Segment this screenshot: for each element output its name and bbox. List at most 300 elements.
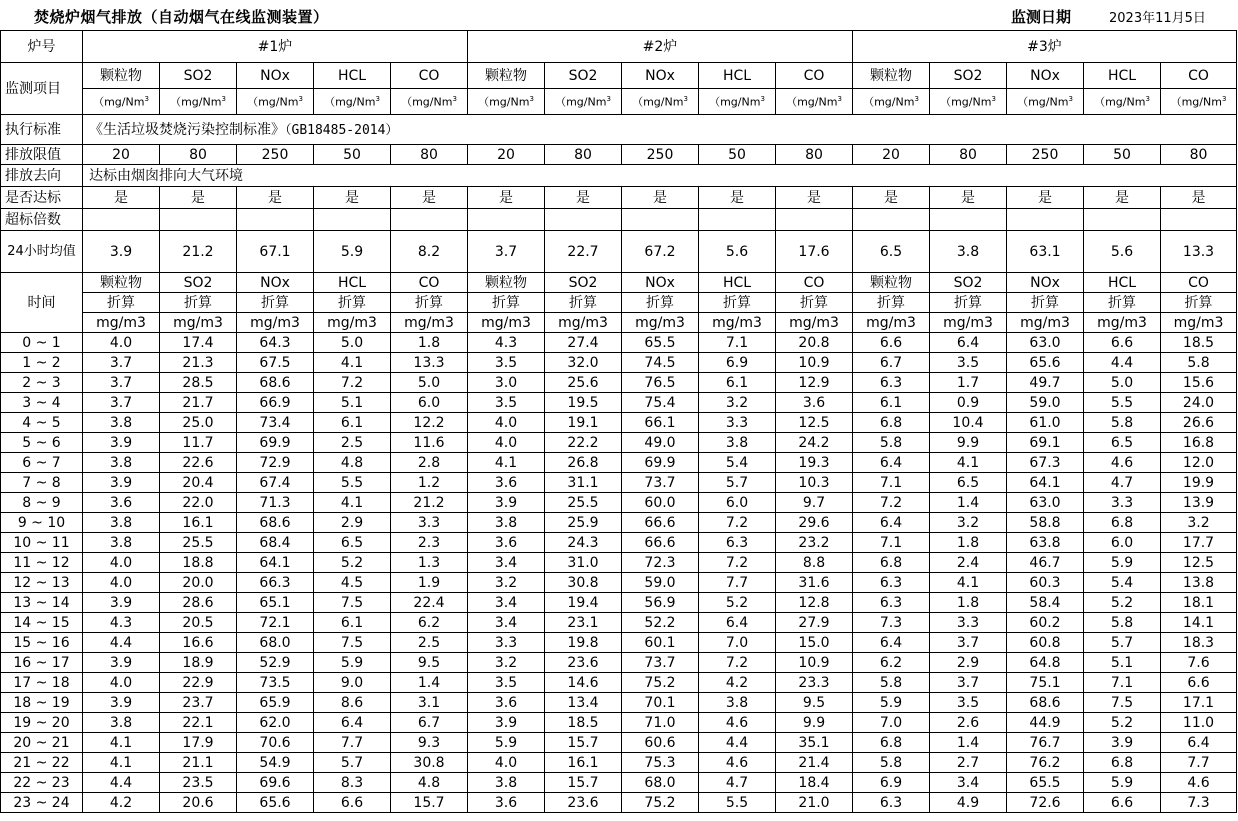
hour-value: 5.0 (391, 373, 468, 393)
destination-label: 排放去向 (1, 165, 83, 187)
hour-value: 60.8 (1007, 633, 1084, 653)
pollutant-header: 颗粒物 (83, 63, 160, 89)
hour-value: 71.3 (237, 493, 314, 513)
hour-value: 4.1 (314, 493, 391, 513)
hour-value: 10.9 (776, 653, 853, 673)
hour-value: 23.6 (545, 653, 622, 673)
hour-value: 4.8 (314, 453, 391, 473)
hour-label: 11 ~ 12 (1, 553, 83, 573)
hour-value: 20.5 (160, 613, 237, 633)
compliant-value: 是 (776, 187, 853, 209)
hour-value: 16.6 (160, 633, 237, 653)
hour-value: 3.8 (83, 513, 160, 533)
hour-value: 12.5 (776, 413, 853, 433)
pollutant-subheader: HCL (1084, 273, 1161, 293)
hour-label: 21 ~ 22 (1, 753, 83, 773)
exceed-value (1007, 209, 1084, 231)
hour-value: 27.9 (776, 613, 853, 633)
unit-text: （mg/Nm (632, 95, 684, 109)
hour-value: 72.1 (237, 613, 314, 633)
hour-value: 13.8 (1161, 573, 1237, 593)
exceed-value (1161, 209, 1237, 231)
hour-value: 6.6 (1084, 333, 1161, 353)
hour-value: 10.9 (776, 353, 853, 373)
exceed-value (853, 209, 930, 231)
hour-value: 63.0 (1007, 333, 1084, 353)
pollutant-header: SO2 (160, 63, 237, 89)
unit-text: （mg/Nm (478, 95, 530, 109)
hour-value: 4.9 (930, 793, 1007, 813)
hour-value: 4.6 (699, 713, 776, 733)
exceed-value (83, 209, 160, 231)
hour-value: 23.3 (776, 673, 853, 693)
hour-value: 26.8 (545, 453, 622, 473)
exceed-value (699, 209, 776, 231)
compliant-value: 是 (468, 187, 545, 209)
hour-row (1, 693, 1237, 713)
hour-value: 76.7 (1007, 733, 1084, 753)
hour-value: 3.6 (468, 473, 545, 493)
unit-superscript: 3 (914, 94, 919, 103)
hour-value: 16.8 (1161, 433, 1237, 453)
hour-value: 15.7 (545, 773, 622, 793)
hour-value: 12.5 (1161, 553, 1237, 573)
hour-value: 6.2 (853, 653, 930, 673)
hour-value: 21.0 (776, 793, 853, 813)
unit-superscript: 3 (298, 94, 303, 103)
unit-text: （mg/Nm (1017, 95, 1069, 109)
lower-units-row (1, 313, 1237, 333)
hour-value: 6.0 (1084, 533, 1161, 553)
hour-value: 4.0 (468, 433, 545, 453)
destination-text: 达标由烟囱排向大气环境 (83, 165, 1237, 187)
hour-row (1, 613, 1237, 633)
hour-value: 3.5 (930, 693, 1007, 713)
hour-value: 8.6 (314, 693, 391, 713)
limit-value: 20 (853, 145, 930, 165)
unit-text: （mg/Nm (247, 95, 299, 109)
hour-value: 24.2 (776, 433, 853, 453)
hour-value: 75.4 (622, 393, 699, 413)
hour-value: 6.6 (1084, 793, 1161, 813)
pollutant-subheader: 颗粒物 (468, 273, 545, 293)
hour-value: 44.9 (1007, 713, 1084, 733)
hour-value: 61.0 (1007, 413, 1084, 433)
hour-value: 14.6 (545, 673, 622, 693)
hour-value: 6.4 (314, 713, 391, 733)
hour-label: 5 ~ 6 (1, 433, 83, 453)
hour-value: 7.7 (1161, 753, 1237, 773)
hour-value: 6.0 (699, 493, 776, 513)
hour-value: 18.5 (545, 713, 622, 733)
hour-value: 7.0 (853, 713, 930, 733)
hour-value: 73.7 (622, 473, 699, 493)
hour-value: 18.8 (160, 553, 237, 573)
hour-value: 5.0 (314, 333, 391, 353)
hour-row (1, 573, 1237, 593)
hour-value: 9.9 (930, 433, 1007, 453)
hour-value: 6.7 (853, 353, 930, 373)
hour-value: 4.4 (699, 733, 776, 753)
hour-value: 66.3 (237, 573, 314, 593)
hour-value: 2.5 (314, 433, 391, 453)
hour-value: 3.9 (83, 433, 160, 453)
hour-value: 26.6 (1161, 413, 1237, 433)
hour-value: 25.5 (545, 493, 622, 513)
hour-value: 15.6 (1161, 373, 1237, 393)
hour-value: 7.2 (699, 653, 776, 673)
hour-value: 17.1 (1161, 693, 1237, 713)
hour-value: 3.9 (83, 693, 160, 713)
unit-text: （mg/Nm (863, 95, 915, 109)
hour-label: 22 ~ 23 (1, 773, 83, 793)
hour-value: 17.9 (160, 733, 237, 753)
hour-value: 0.9 (930, 393, 1007, 413)
date-value: 2023年11月5日 (1109, 11, 1206, 26)
hour-value: 5.7 (314, 753, 391, 773)
limit-value: 80 (776, 145, 853, 165)
hour-value: 67.4 (237, 473, 314, 493)
hour-label: 10 ~ 11 (1, 533, 83, 553)
hour-row (1, 753, 1237, 773)
hour-value: 5.7 (1084, 633, 1161, 653)
furnace-2-header: #2炉 (468, 31, 853, 63)
pollutant-subheader: HCL (699, 273, 776, 293)
hour-value: 19.4 (545, 593, 622, 613)
pollutant-header: 颗粒物 (853, 63, 930, 89)
hour-value: 4.3 (83, 613, 160, 633)
hour-label: 20 ~ 21 (1, 733, 83, 753)
exceed-label: 超标倍数 (1, 209, 83, 231)
hour-value: 23.7 (160, 693, 237, 713)
hour-value: 15.0 (776, 633, 853, 653)
converted-label: 折算 (1084, 293, 1161, 313)
hour-value: 3.9 (83, 473, 160, 493)
pollutant-subheader: HCL (314, 273, 391, 293)
standard-text (83, 115, 1237, 145)
hour-value: 3.4 (468, 593, 545, 613)
hour-value: 32.0 (545, 353, 622, 373)
unit-superscript: 3 (375, 94, 380, 103)
hour-value: 65.1 (237, 593, 314, 613)
hour-value: 20.0 (160, 573, 237, 593)
hour-value: 18.9 (160, 653, 237, 673)
unit-superscript: 3 (529, 94, 534, 103)
hour-value: 3.6 (83, 493, 160, 513)
hour-value: 73.5 (237, 673, 314, 693)
unit-superscript: 3 (221, 94, 226, 103)
hour-row (1, 773, 1237, 793)
hour-value: 5.9 (468, 733, 545, 753)
hour-value: 6.5 (314, 533, 391, 553)
hour-value: 4.0 (83, 553, 160, 573)
average-value: 6.5 (853, 231, 930, 273)
unit-text: （mg/Nm (555, 95, 607, 109)
unit-cell (853, 89, 930, 115)
hour-value: 67.3 (1007, 453, 1084, 473)
hour-value: 4.6 (699, 753, 776, 773)
compliant-value: 是 (930, 187, 1007, 209)
unit-cell (160, 89, 237, 115)
unit-text: （mg/Nm (786, 95, 838, 109)
hour-value: 3.8 (83, 713, 160, 733)
hour-value: 12.9 (776, 373, 853, 393)
hour-value: 6.6 (314, 793, 391, 813)
hour-value: 68.0 (237, 633, 314, 653)
unit-lower: mg/m3 (468, 313, 545, 333)
unit-superscript: 3 (144, 94, 149, 103)
unit-text: （mg/Nm (940, 95, 992, 109)
unit-superscript: 3 (837, 94, 842, 103)
hour-value: 2.3 (391, 533, 468, 553)
hour-value: 5.1 (1084, 653, 1161, 673)
hour-value: 66.6 (622, 513, 699, 533)
hour-value: 6.3 (853, 593, 930, 613)
pollutant-subheader: SO2 (160, 273, 237, 293)
pollutant-subheader: NOx (1007, 273, 1084, 293)
hour-value: 3.4 (468, 553, 545, 573)
hour-value: 60.6 (622, 733, 699, 753)
limit-value: 250 (622, 145, 699, 165)
exceed-value (545, 209, 622, 231)
hour-value: 76.5 (622, 373, 699, 393)
hour-value: 5.2 (314, 553, 391, 573)
hour-value: 3.8 (699, 693, 776, 713)
converted-label: 折算 (1007, 293, 1084, 313)
average-value: 21.2 (160, 231, 237, 273)
hour-value: 60.3 (1007, 573, 1084, 593)
hour-value: 2.4 (930, 553, 1007, 573)
hour-value: 6.1 (314, 613, 391, 633)
hour-row (1, 673, 1237, 693)
pollutant-header: NOx (622, 63, 699, 89)
unit-superscript: 3 (1145, 94, 1150, 103)
hour-value: 4.0 (83, 333, 160, 353)
hour-value: 70.6 (237, 733, 314, 753)
limit-value: 80 (545, 145, 622, 165)
unit-text: （mg/Nm (170, 95, 222, 109)
unit-text: （mg/Nm (324, 95, 376, 109)
hour-value: 58.4 (1007, 593, 1084, 613)
hour-value: 3.8 (83, 453, 160, 473)
hour-value: 4.1 (930, 453, 1007, 473)
hour-value: 5.8 (853, 673, 930, 693)
limit-value: 20 (83, 145, 160, 165)
unit-lower: mg/m3 (930, 313, 1007, 333)
converted-label: 折算 (237, 293, 314, 313)
unit-lower: mg/m3 (545, 313, 622, 333)
hour-value: 13.4 (545, 693, 622, 713)
unit-lower: mg/m3 (853, 313, 930, 333)
unit-cell (83, 89, 160, 115)
units-row (1, 89, 1237, 115)
average-value: 3.9 (83, 231, 160, 273)
hour-value: 3.5 (468, 393, 545, 413)
hour-value: 22.2 (545, 433, 622, 453)
hour-value: 1.2 (391, 473, 468, 493)
hour-value: 29.6 (776, 513, 853, 533)
limit-value: 50 (314, 145, 391, 165)
hour-value: 5.9 (1084, 773, 1161, 793)
average-value: 67.1 (237, 231, 314, 273)
hour-value: 1.4 (391, 673, 468, 693)
hour-value: 3.1 (391, 693, 468, 713)
destination-row (1, 165, 1237, 187)
average-value: 13.3 (1161, 231, 1237, 273)
hour-value: 52.9 (237, 653, 314, 673)
hour-value: 71.0 (622, 713, 699, 733)
hour-value: 21.1 (160, 753, 237, 773)
hour-value: 28.5 (160, 373, 237, 393)
hour-value: 5.2 (1084, 713, 1161, 733)
hour-row (1, 733, 1237, 753)
converted-label: 折算 (545, 293, 622, 313)
hour-value: 4.1 (930, 573, 1007, 593)
hour-value: 7.7 (699, 573, 776, 593)
hour-value: 24.3 (545, 533, 622, 553)
hour-value: 4.5 (314, 573, 391, 593)
hour-value: 69.9 (622, 453, 699, 473)
hour-value: 3.5 (468, 353, 545, 373)
hour-value: 3.6 (776, 393, 853, 413)
unit-text: （mg/Nm (401, 95, 453, 109)
hour-value: 7.0 (699, 633, 776, 653)
hour-value: 35.1 (776, 733, 853, 753)
unit-lower: mg/m3 (776, 313, 853, 333)
unit-lower: mg/m3 (1084, 313, 1161, 333)
standard-row (1, 115, 1237, 145)
pollutant-header: HCL (314, 63, 391, 89)
hour-value: 74.5 (622, 353, 699, 373)
standard-code: （GB18485-2014） (285, 122, 399, 138)
hour-value: 2.5 (391, 633, 468, 653)
limit-value: 80 (1161, 145, 1237, 165)
hour-value: 63.0 (1007, 493, 1084, 513)
hour-row (1, 333, 1237, 353)
pollutant-header: SO2 (930, 63, 1007, 89)
hour-value: 5.2 (1084, 593, 1161, 613)
hour-value: 63.8 (1007, 533, 1084, 553)
hour-label: 7 ~ 8 (1, 473, 83, 493)
hour-value: 60.0 (622, 493, 699, 513)
hour-value: 6.7 (391, 713, 468, 733)
hour-value: 4.4 (83, 773, 160, 793)
hour-value: 66.9 (237, 393, 314, 413)
hour-value: 18.3 (1161, 633, 1237, 653)
hour-value: 20.6 (160, 793, 237, 813)
hour-value: 3.3 (930, 613, 1007, 633)
pollutant-subheader: NOx (622, 273, 699, 293)
hour-value: 1.8 (930, 593, 1007, 613)
hour-value: 3.7 (930, 633, 1007, 653)
hour-value: 23.5 (160, 773, 237, 793)
converted-label: 折算 (391, 293, 468, 313)
hour-value: 6.4 (930, 333, 1007, 353)
hour-label: 6 ~ 7 (1, 453, 83, 473)
pollutant-header: CO (391, 63, 468, 89)
exceed-row (1, 209, 1237, 231)
hour-label: 9 ~ 10 (1, 513, 83, 533)
emission-table (0, 30, 1237, 813)
hour-value: 60.1 (622, 633, 699, 653)
hour-value: 19.1 (545, 413, 622, 433)
hour-value: 59.0 (1007, 393, 1084, 413)
hour-value: 5.8 (1084, 613, 1161, 633)
hour-value: 3.6 (468, 793, 545, 813)
hour-value: 3.7 (83, 373, 160, 393)
compliant-value: 是 (545, 187, 622, 209)
hour-value: 4.8 (391, 773, 468, 793)
standard-label: 执行标准 (1, 115, 83, 145)
hour-value: 3.0 (468, 373, 545, 393)
hour-value: 22.1 (160, 713, 237, 733)
hour-value: 67.5 (237, 353, 314, 373)
hour-value: 17.4 (160, 333, 237, 353)
hour-value: 66.6 (622, 533, 699, 553)
hour-value: 49.7 (1007, 373, 1084, 393)
hour-value: 5.7 (699, 473, 776, 493)
hour-value: 68.0 (622, 773, 699, 793)
hour-value: 5.8 (1084, 413, 1161, 433)
unit-cell (930, 89, 1007, 115)
hour-value: 3.2 (468, 653, 545, 673)
hour-value: 4.0 (468, 753, 545, 773)
hour-value: 5.1 (314, 393, 391, 413)
hour-value: 11.7 (160, 433, 237, 453)
hour-value: 4.7 (699, 773, 776, 793)
hour-row (1, 593, 1237, 613)
hour-value: 46.7 (1007, 553, 1084, 573)
hour-value: 75.3 (622, 753, 699, 773)
unit-cell (545, 89, 622, 115)
hour-value: 5.2 (699, 593, 776, 613)
hour-value: 27.4 (545, 333, 622, 353)
hour-value: 1.4 (930, 493, 1007, 513)
limit-label: 排放限值 (1, 145, 83, 165)
hour-value: 65.6 (237, 793, 314, 813)
furnace-row (1, 31, 1237, 63)
hour-value: 69.6 (237, 773, 314, 793)
hour-value: 9.9 (776, 713, 853, 733)
hour-value: 25.6 (545, 373, 622, 393)
exceed-value (160, 209, 237, 231)
pollutant-subheader: CO (391, 273, 468, 293)
hour-value: 5.9 (314, 653, 391, 673)
hour-value: 4.0 (468, 413, 545, 433)
limit-value: 80 (160, 145, 237, 165)
hour-value: 22.0 (160, 493, 237, 513)
hour-value: 7.5 (1084, 693, 1161, 713)
compliant-value: 是 (83, 187, 160, 209)
hour-value: 65.6 (1007, 353, 1084, 373)
unit-cell (314, 89, 391, 115)
hour-value: 3.5 (468, 673, 545, 693)
hour-value: 6.8 (1084, 753, 1161, 773)
converted-label: 折算 (160, 293, 237, 313)
hour-label: 15 ~ 16 (1, 633, 83, 653)
hour-value: 6.8 (853, 413, 930, 433)
unit-superscript: 3 (991, 94, 996, 103)
compliant-value: 是 (160, 187, 237, 209)
hour-value: 15.7 (545, 733, 622, 753)
average-value: 5.6 (1084, 231, 1161, 273)
hour-value: 6.3 (699, 533, 776, 553)
average-value: 63.1 (1007, 231, 1084, 273)
pollutant-subheader: SO2 (930, 273, 1007, 293)
hour-row (1, 433, 1237, 453)
unit-superscript: 3 (683, 94, 688, 103)
hour-value: 18.4 (776, 773, 853, 793)
